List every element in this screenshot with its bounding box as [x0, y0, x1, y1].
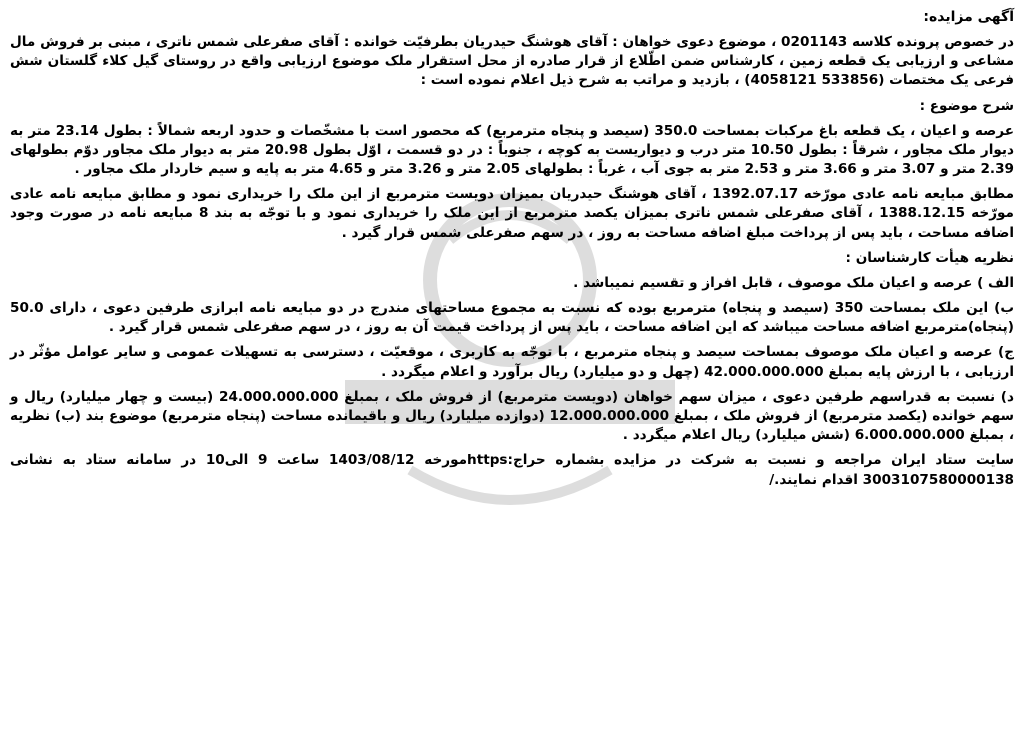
opinion-item-c: ج) عرصه و اعیان ملک موصوف بمساحت سیصد و پنجاه مترمربع ، با توجّه به کاربری ، موقعیّت ، دسترسی به تسهیلات عمومی و سایر عوامل مؤثّر در ارزیابی ، با ارزش پایه بمبلغ 42.000.000.000 (چهل و دو میلیارد) ریال برآورد و اعلام میگردد . [10, 344, 1014, 380]
subject-heading: شرح موضوع : [919, 97, 1014, 114]
opinion-item-d: د) نسبت به قدراسهم طرفین دعوی ، میزان سهم خواهان (دویست مترمربع) از فروش ملک ، بمبلغ 24.000.000.000 (بیست و چهار میلیارد) ریال و سهم خوانده (یکصد مترمربع) از فروش ملک ، بمبلغ 12.000.000.000 (دوازده میلیارد) ریال و باقیمانده مساحت (پنجاه مترمربع) موضوع بند (ب) نظریه ، بمبلغ 6.000.000.000 (شش میلیارد) ریال اعلام میگردد . [10, 388, 1014, 444]
subject-paragraph: عرصه و اعیان ، یک قطعه باغ مرکبات بمساحت 350.0 (سیصد و پنجاه مترمربع) که محصور است با مشخّصات و حدود اربعه شمالاً : بطول 23.14 متر به دیوار ملک مجاور ، شرقاً : بطول 10.50 متر درب و دیواریست به کوچه ، جنوباً : در دو قسمت ، اوّل بطول 20.98 متر به دیوار ملک مجاور دوّم بطولهای 2.39 متر و 3.07 متر و 3.66 متر و 2.53 متر به جوی آب ، غرباً : بطولهای 2.05 متر و 3.26 متر و 4.65 متر به پایه و سیم خاردار ملک مجاور . [10, 122, 1014, 178]
footer-paragraph: سایت ستاد ایران مراجعه و نسبت به شرکت در مزایده بشماره حراج:httpsمورخه 1403/08/12 ساعت 9 الی10 در سامانه ستاد به نشانی 3003107580000138 اقدام نمایند./ [10, 452, 1014, 488]
intro-paragraph: در خصوص پرونده کلاسه 0201143 ، موضوع دعوی خواهان : آقای هوشنگ حیدریان بطرفیّت خوانده : آقای صفرعلی شمس ناتری ، مبنی بر فروش مال مشاعی و ارزیابی یک قطعه زمین ، کارشناس ضمن اطّلاع از قرار صادره از محل استقرار ملک موضوع ارزیابی واقع در روستای گیل کلاء گلستان شش فرعی یک مختصات (533856 4058121) ، بازدید و مراتب به شرح ذیل اعلام نموده است : [10, 34, 1014, 89]
contract-paragraph: مطابق مبایعه نامه عادی مورّخه 1392.07.17 ، آقای هوشنگ حیدریان بمیزان دویست مترمربع از این ملک را خریداری نمود و مطابق مبایعه نامه عادی مورّخه 1388.12.15 ، آقای صفرعلی شمس ناتری بمیزان یکصد مترمربع از این ملک را خریداری نمود و با توجّه به بند 8 مبایعه نامه در صورت وجود اضافه مساحت ، باید پس از پرداخت مبلغ اضافه مساحت به روز ، در سهم صفرعلی شمس قرار گیرد . [10, 186, 1015, 241]
opinion-item-a: الف ) عرصه و اعیان ملک موصوف ، قابل افراز و تقسیم نمیباشد . [573, 274, 1014, 291]
notice-title: آگهی مزایده: [923, 9, 1014, 25]
opinion-item-b: ب) این ملک بمساحت 350 (سیصد و پنجاه) مترمربع بوده که نسبت به مجموع مساحتهای مندرج در دو مبایعه نامه ابرازی طرفین دعوی ، دارای 50.0 (پنجاه)مترمربع اضافه مساحت میباشد که این اضافه مساحت ، باید پس از پرداخت قیمت آن به روز ، در سهم صفرعلی شمس قرار گیرد . [10, 300, 1014, 336]
opinion-heading: نظریه هیأت کارشناسان : [845, 249, 1014, 266]
